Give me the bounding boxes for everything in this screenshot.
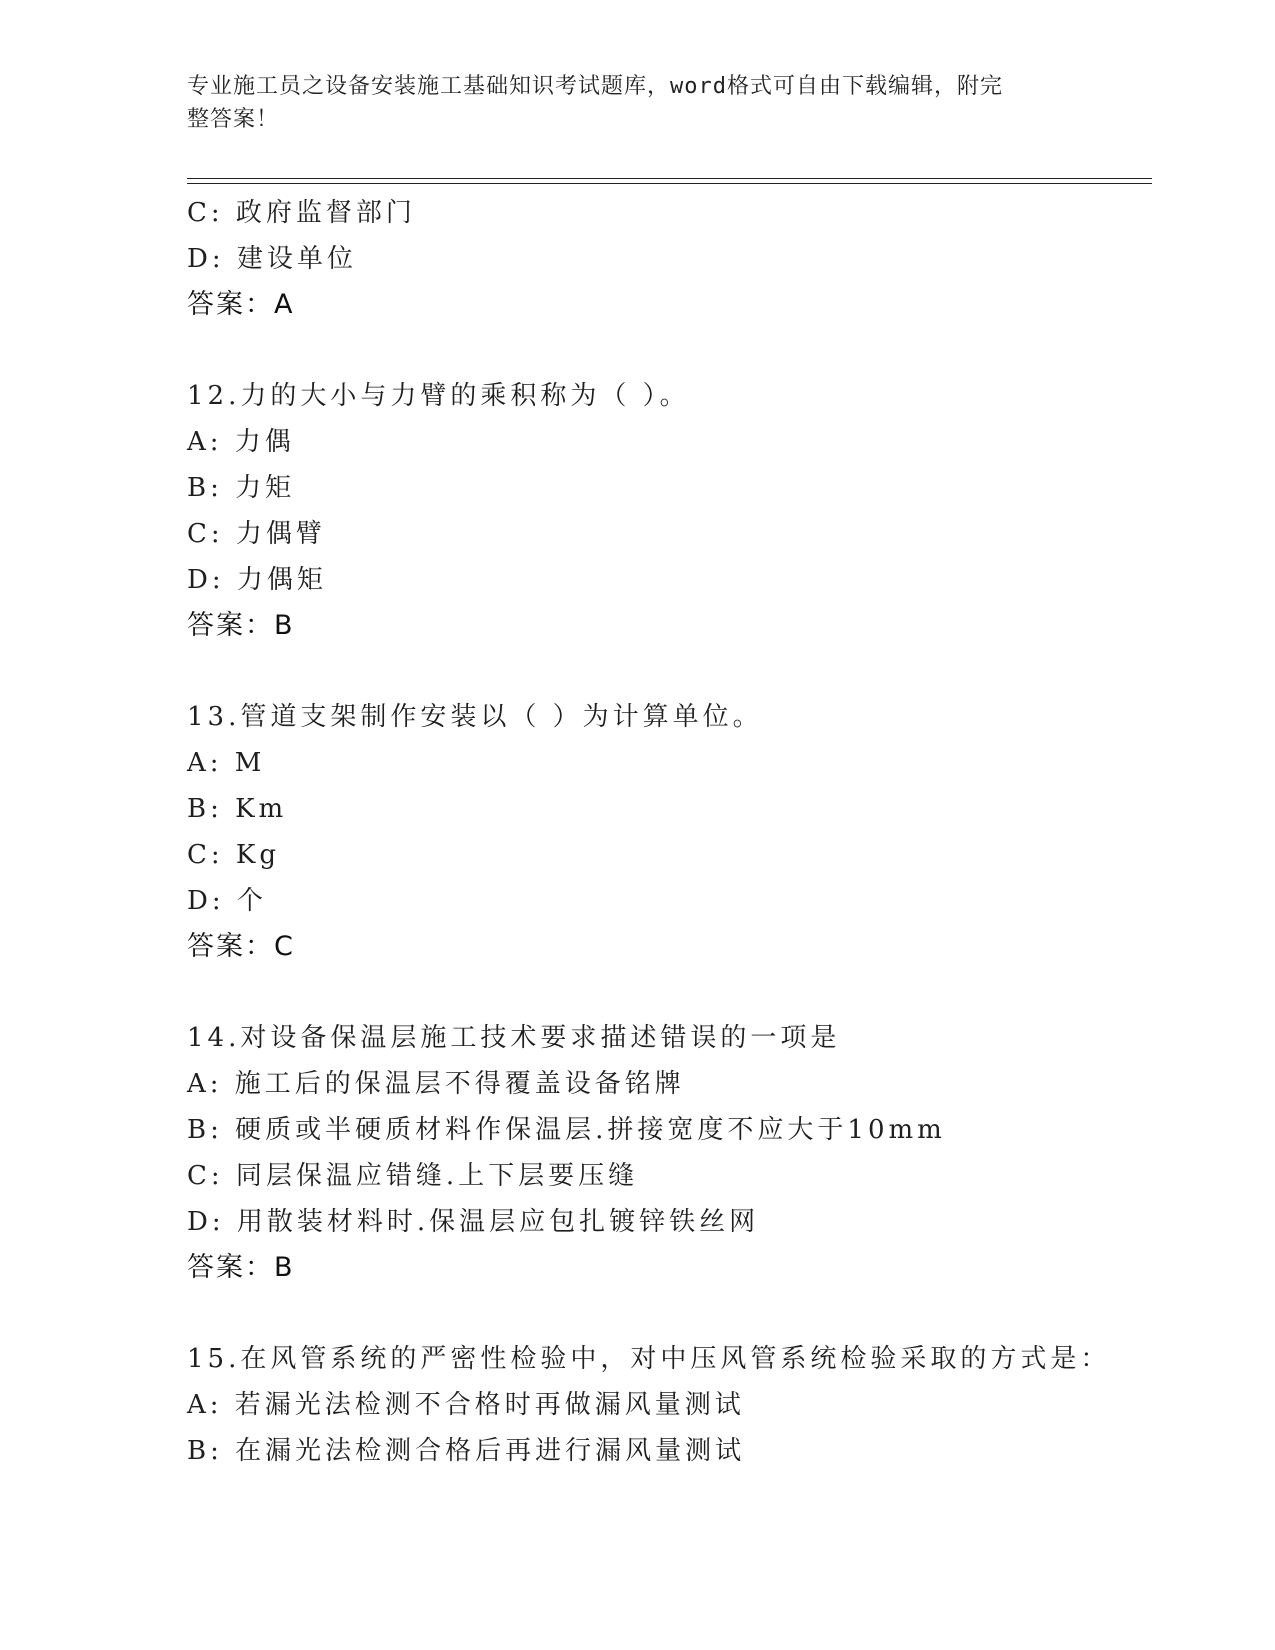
answer-line: 答案：A [187,289,295,320]
header-divider-top [187,178,1152,179]
question-text: 12.力的大小与力臂的乘积称为（ ）。 [187,381,690,411]
option-c: C: 政府监督部门 [187,198,416,228]
question-block [187,1336,1152,1474]
question-text: 14.对设备保温层施工技术要求描述错误的一项是 [187,1023,841,1053]
option-c: C: Kg [187,840,280,870]
header-line-2: 整答案！ [187,107,280,132]
answer-line: 答案：B [187,610,295,641]
option-d: D: 个 [187,886,267,916]
question-block [187,1015,1152,1291]
option-a: A: 若漏光法检测不合格时再做漏风量测试 [187,1390,745,1420]
option-b: B: 力矩 [187,473,296,503]
option-b: B: 硬质或半硬质材料作保温层.拼接宽度不应大于10mm [187,1115,946,1145]
option-b: B: 在漏光法检测合格后再进行漏风量测试 [187,1436,746,1466]
option-b: B: Km [187,794,288,824]
answer-line: 答案：C [187,931,295,962]
question-block [187,694,1152,970]
option-d: D: 用散装材料时.保温层应包扎镀锌铁丝网 [187,1207,760,1237]
spacer [187,649,1152,694]
header-divider-bottom [187,183,1152,184]
header-line-1: 专业施工员之设备安装施工基础知识考试题库，word格式可自由下载编辑，附完 [187,74,1003,99]
question-list [187,190,1152,1474]
spacer [187,970,1152,1015]
option-d: D: 建设单位 [187,244,357,274]
question-block [187,373,1152,649]
option-c: C: 力偶臂 [187,519,326,549]
spacer [187,328,1152,373]
answer-line: 答案：B [187,1252,295,1283]
option-a: A: 施工后的保温层不得覆盖设备铭牌 [187,1069,685,1099]
option-a: A: M [187,748,266,778]
question-text: 13.管道支架制作安装以（ ）为计算单位。 [187,702,763,732]
question-block [187,190,1152,328]
option-a: A: 力偶 [187,427,295,457]
option-c: C: 同层保温应错缝.上下层要压缝 [187,1161,639,1191]
question-text: 15.在风管系统的严密性检验中，对中压风管系统检验采取的方式是： [187,1344,1111,1374]
document-header [187,70,1067,136]
spacer [187,1291,1152,1336]
option-d: D: 力偶矩 [187,565,327,595]
